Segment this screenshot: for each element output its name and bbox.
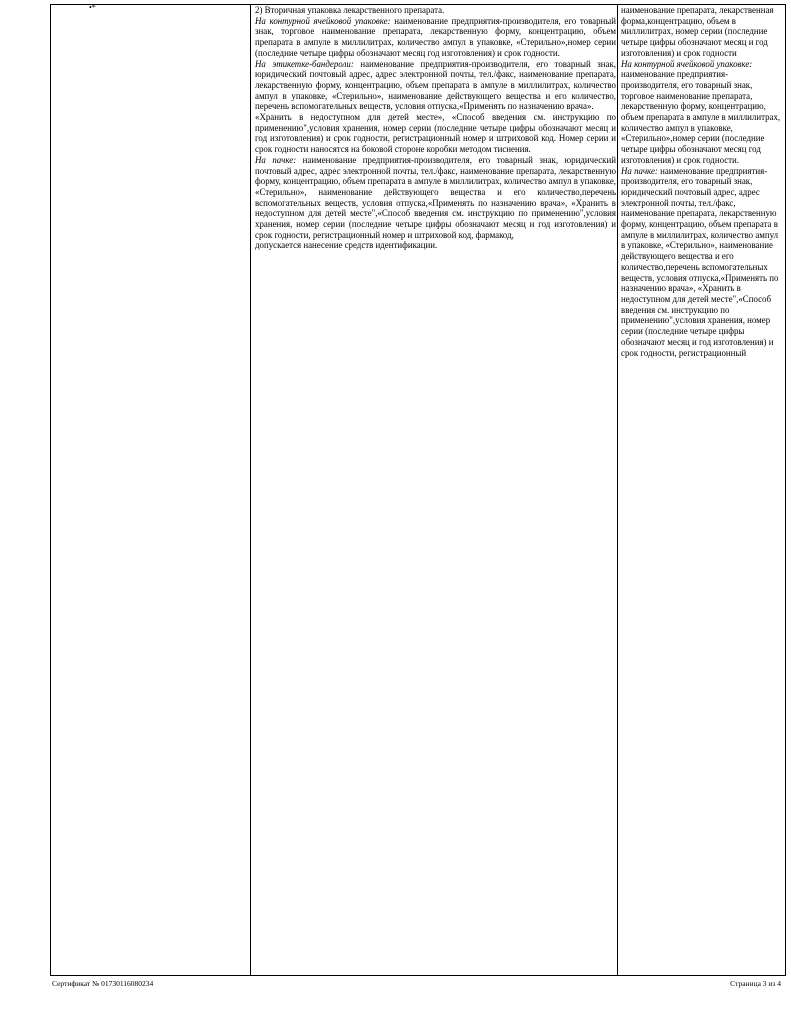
right-column-text	[621, 5, 783, 358]
pack-paragraph	[255, 155, 616, 241]
table-border-mid	[250, 4, 251, 976]
label-title: На этикетке-бандероли:	[255, 58, 354, 69]
identification-paragraph: допускается нанесение средств идентификации.	[255, 240, 438, 251]
right-intro: наименование препарата, лекарственная форма,концентрацию, объем в миллилитрах, номер серии (последние четыре цифры обозначают месяц и год изготовления) и срок годности	[621, 5, 774, 58]
section-heading: 2) Вторичная упаковка лекарственного препарата.	[255, 5, 445, 15]
pack-text: наименование предприятия-производителя, его товарный знак, юридический почтовый адрес, адрес электронной почты, тел./факс, наименование препарата, лекарственную форму, концентрацию, объем препарата в ампуле в миллилитрах, количество ампул в упаковке, «Стерильно», наименование действующего вещества и его количество,перечень вспомогательных веществ, условия отпуска,«Применять по назначению врача», «Хранить в недоступном для детей месте",«Способ введения см. инструкцию по применению",условия хранения, номер серии (последние четыре цифры обозначают месяц и год изготовления) и срок годности, регистрационный номер и штриховой код, фармакод,	[255, 154, 616, 240]
certificate-number: Сертификат № 01730116080234	[52, 979, 154, 988]
right-pack-title: На пачке:	[621, 165, 658, 176]
label-paragraph	[255, 59, 616, 113]
table-border-right-col	[617, 4, 618, 976]
table-bottom-border	[50, 975, 786, 976]
storage-paragraph: «Хранить в недоступном для детей месте», «Способ введения см. инструкцию по применению",условия хранения, номер серии (последние четыре цифры обозначают месяц и год изготовления) и срок годности, регистрационный номер и штриховой код. Номер серии и срок годности наносятся на боковой стороне коробки методом тиснения.	[255, 112, 616, 155]
right-pack-paragraph	[621, 166, 783, 359]
secondary-packaging-text	[255, 5, 616, 251]
right-pack-text: наименование предприятия-производителя, его товарный знак, юридический почтовый адрес, адрес электронной почты, тел./факс, наименование препарата, лекарственную форму, концентрацию, объем препарата в ампуле в миллилитрах, количество ампул в упаковке, «Стерильно», наименование действующего вещества и его количество,перечень вспомогательных веществ, условия отпуска,«Применять по назначению врача», «Хранить в недоступном для детей месте",«Способ введения см. инструкцию по применению",условия хранения, номер серии (последние четыре цифры обозначают месяц и год изготовления) и срок годности, регистрационный	[621, 165, 779, 358]
left-cell-marker: •*	[89, 3, 96, 12]
table-border-right	[785, 4, 786, 976]
table-border-left	[50, 4, 51, 976]
right-blister-text: наименование предприятия-производителя, его товарный знак, торговое наименование препарата, лекарственную форму, концентрацию, объем препарата в ампуле в миллилитрах, количество ампул в упаковке, «Стерильно»,номер серии (последние четыре цифры обозначают месяц год изготовления) и срок годности.	[621, 69, 781, 165]
blister-title: На контурной ячейковой упаковке:	[255, 15, 391, 26]
right-blister-paragraph	[621, 59, 783, 166]
label-text: наименование предприятия-производителя, его товарный знак, юридический почтовый адрес, адрес электронной почты, тел./факс, наименование препарата, лекарственную форму, концентрацию, объем препарата в ампуле в миллилитрах, количество ампул в упаковке, «Стерильно», наименование действующего вещества и его количество, перечень вспомогательных веществ, условия отпуска,«Применять по назначению врача».	[255, 58, 616, 112]
document-table	[50, 4, 786, 976]
page-number: Страница 3 из 4	[730, 979, 781, 988]
right-blister-title: На контурной ячейковой упаковке:	[621, 58, 753, 69]
blister-text: наименование предприятия-производителя, его товарный знак, торговое наименование препарата, лекарственную форму, концентрацию, объем препарата в ампуле в миллилитрах, количество ампул в упаковке, «Стерильно»,номер серии (последние четыре цифры обозначают месяц год изготовления) и срок годности.	[255, 15, 616, 58]
pack-title: На пачке:	[255, 154, 297, 165]
blister-paragraph	[255, 16, 616, 59]
